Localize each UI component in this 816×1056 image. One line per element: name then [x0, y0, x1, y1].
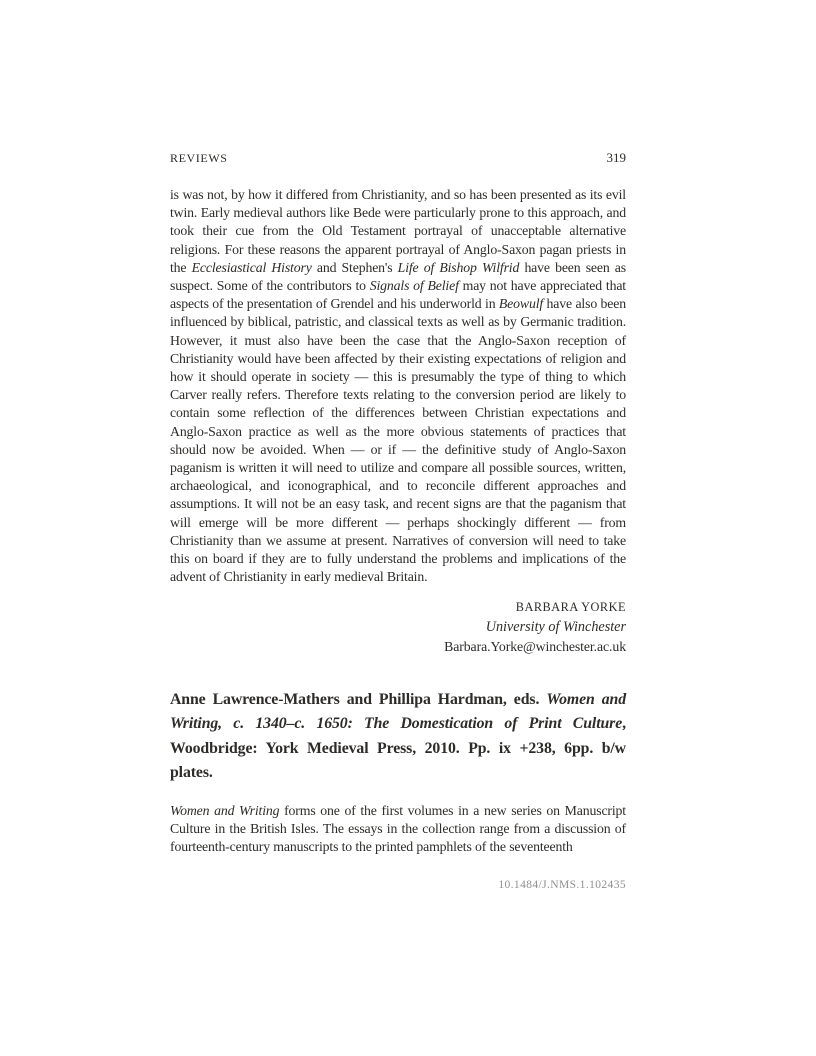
reviewer-email: Barbara.Yorke@winchester.ac.uk [444, 639, 626, 655]
doi: 10.1484/J.NMS.1.102435 [498, 878, 626, 891]
reviewer-signature-block [170, 598, 626, 657]
review-intro-paragraph: Women and Writing forms one of the first volumes in a new series on Manuscript Culture in the British Isles. The essays in the collection range from a discussion of fourteenth-century manuscripts to the printed pamphlets of the seventeenth [170, 802, 626, 855]
review-body-paragraph: is was not, by how it differed from Christianity, and so has been presented as its evil twin. Early medieval authors like Bede were particularly prone to this approach, and took their cue from the Old Testament portrayal of unacceptable alternative religions. For these reasons the apparent portrayal of Anglo-Saxon pagan priests in the Ecclesiastical History and Stephen's Life of Bishop Wilfrid have been seen as suspect. Some of the contributors to Signals of Belief may not have appreciated that aspects of the presentation of Grendel and his underworld in Beowulf have also been influenced by biblical, patristic, and classical texts as well as by Germanic tradition. However, it must also have been the case that the Anglo-Saxon reception of Christianity would have been affected by their existing expectations of religion and how it should operate in society — this is presumably the type of thing to which Carver really refers. Therefore texts relating to the conversion period are likely to contain some reflection of the differences between Christian expectations and Anglo-Saxon practice as well as the more obvious statements of practices that should now be avoided. When — or if — the definitive study of Anglo-Saxon paganism is written it will need to utilize and compare all possible sources, written, archaeological, and iconographical, and to reconcile different approaches and assumptions. It will not be an easy task, and recent signs are that the paganism that will emerge will be more different — perhaps shockingly different — from Christianity than we assume at present. Narratives of conversion will need to take this on board if they are to fully understand the problems and implications of the advent of Christianity in early medieval Britain. [170, 187, 627, 585]
page-header [170, 150, 626, 166]
page-number: 319 [606, 150, 626, 165]
reviewer-name: BARBARA YORKE [515, 600, 626, 615]
book-review-heading: Anne Lawrence-Mathers and Phillipa Hardman, eds. Women and Writing, c. 1340–c. 1650: The Domestication of Print Culture, Woodbridge: York Medieval Press, 2010. Pp. ix +238, 6pp. b/w plates. [170, 690, 626, 782]
reviewer-affiliation: University of Winchester [485, 618, 626, 635]
journal-page-content [170, 150, 626, 891]
running-title: REVIEWS [170, 151, 228, 165]
